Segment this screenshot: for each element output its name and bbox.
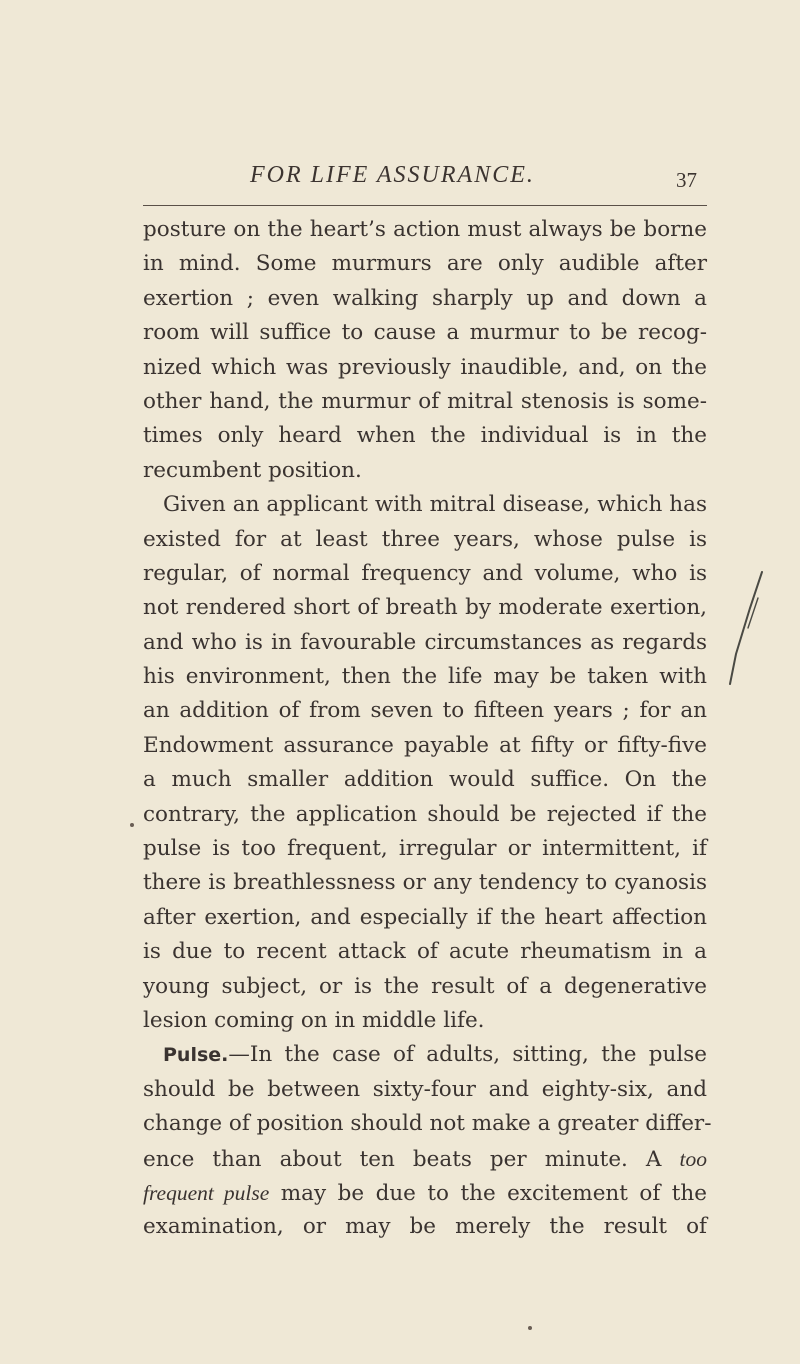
page-header: [0, 162, 800, 192]
text-line: is due to recent attack of acute rheumatism in a: [143, 939, 707, 965]
text-line: not rendered short of breath by moderate exertion,: [143, 595, 707, 621]
text-line: an addition of from seven to fifteen years ; for an: [143, 698, 707, 724]
paper-speck: [130, 823, 134, 827]
text-line: existed for at least three years, whose pulse is: [143, 526, 707, 552]
italic-run: frequent pulse: [143, 1180, 270, 1205]
text-line: a much smaller addition would suffice. On the: [143, 767, 707, 793]
text-line: Endowment assurance payable at fifty or fifty-five: [143, 732, 707, 758]
text-line: examination, or may be merely the result of: [143, 1214, 707, 1240]
text-line: contrary, the application should be rejected if the: [143, 801, 707, 827]
text-line: in mind. Some murmurs are only audible after: [143, 251, 707, 277]
text-line: recumbent position.: [143, 457, 362, 483]
text-line: other hand, the murmur of mitral stenosis is some-: [143, 388, 707, 414]
text-line: and who is in favourable circumstances as regards: [143, 629, 707, 655]
header-rule: [143, 205, 707, 206]
text-line: there is breathlessness or any tendency to cyanosis: [143, 870, 707, 896]
italic-run: too: [679, 1146, 707, 1171]
text-line: young subject, or is the result of a degenerative: [143, 973, 707, 999]
text-line: Given an applicant with mitral disease, which has: [163, 492, 707, 518]
body-text: [143, 213, 712, 1245]
page-number: 37: [676, 168, 697, 192]
text-line: exertion ; even walking sharply up and down a: [143, 285, 707, 311]
text-line: after exertion, and especially if the heart affection: [143, 904, 707, 930]
text-line: posture on the heart’s action must always be borne: [143, 217, 707, 242]
text-run: —In the case of adults, sitting, the pulse: [228, 1042, 707, 1068]
text-run: ence than about ten beats per minute. A: [143, 1146, 662, 1172]
text-line: times only heard when the individual is in the: [143, 423, 707, 449]
pencil-slash-mark: [728, 568, 768, 688]
text-line: should be between sixty-four and eighty-six, and: [143, 1076, 707, 1102]
text-line: lesion coming on in middle life.: [143, 1007, 485, 1033]
text-line: nized which was previously inaudible, and, on the: [143, 354, 707, 380]
section-heading-pulse: Pulse.: [163, 1044, 229, 1067]
text-line: room will suffice to cause a murmur to be recog-: [143, 320, 707, 346]
text-line: his environment, then the life may be taken with: [143, 664, 707, 690]
text-line: [143, 1038, 707, 1072]
text-run: may be due to the excitement of the: [269, 1180, 707, 1206]
text-line: change of position should not make a greater differ-: [143, 1111, 712, 1137]
text-line: [143, 1176, 707, 1210]
running-title: FOR LIFE ASSURANCE.: [250, 162, 535, 188]
text-line: [143, 1142, 707, 1176]
text-line: pulse is too frequent, irregular or intermittent, if: [143, 836, 707, 862]
text-line: regular, of normal frequency and volume, who is: [143, 560, 707, 586]
paper-speck: [528, 1326, 532, 1330]
